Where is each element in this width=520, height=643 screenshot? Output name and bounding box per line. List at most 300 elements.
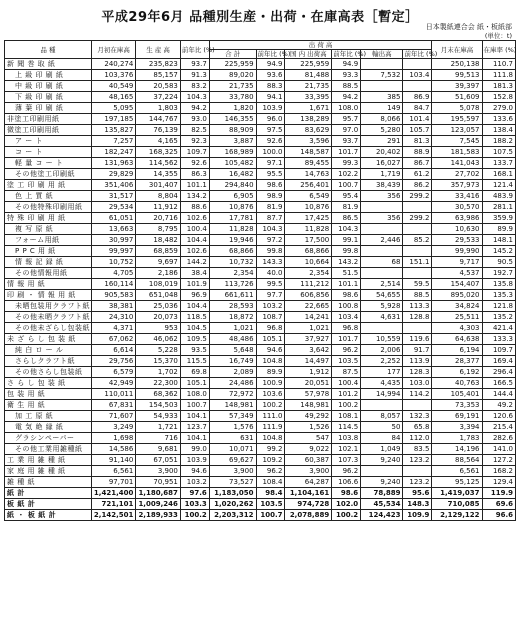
cell-value: 154,503 bbox=[136, 400, 181, 411]
cell-value: 48,165 bbox=[91, 92, 136, 103]
cell-value: 17,500 bbox=[285, 235, 332, 246]
cell-value: 67,831 bbox=[91, 400, 136, 411]
header-kokunai: 国 内 出荷高 bbox=[285, 50, 332, 59]
cell-value bbox=[361, 202, 403, 213]
cell-value: 9,681 bbox=[136, 444, 181, 455]
cell-value: 3,900 bbox=[285, 466, 332, 477]
cell-value: 83.5 bbox=[403, 444, 432, 455]
header-yushutsu: 輸出高 bbox=[361, 50, 403, 59]
cell-value: 24,486 bbox=[209, 378, 256, 389]
row-label: 加 工 原 紙 bbox=[5, 411, 92, 422]
cell-value: 46,062 bbox=[136, 334, 181, 345]
cell-value: 94.6 bbox=[256, 345, 285, 356]
cell-value: 104.8 bbox=[256, 433, 285, 444]
cell-value: 98.6 bbox=[256, 180, 285, 191]
cell-value: 68,866 bbox=[209, 246, 256, 257]
cell-value: 119.9 bbox=[482, 488, 515, 499]
row-label: 情 報 記 録 紙 bbox=[5, 257, 92, 268]
cell-value: 123.2 bbox=[403, 455, 432, 466]
row-label: 色 上 質 紙 bbox=[5, 191, 92, 202]
cell-value: 101.9 bbox=[180, 279, 209, 290]
table-row bbox=[5, 367, 516, 378]
cell-value: 6,192 bbox=[432, 367, 482, 378]
organization-name: 日本製紙連合会 紙・板紙部 bbox=[425, 23, 512, 31]
cell-value: 108.0 bbox=[332, 103, 361, 114]
cell-value bbox=[361, 400, 403, 411]
cell-value: 4,537 bbox=[432, 268, 482, 279]
cell-value: 974,728 bbox=[285, 499, 332, 510]
cell-value: 100.7 bbox=[332, 180, 361, 191]
cell-value bbox=[403, 59, 432, 70]
row-label: 非塗工印刷用紙 bbox=[5, 114, 92, 125]
cell-value: 250,138 bbox=[432, 59, 482, 70]
cell-value: 37,927 bbox=[285, 334, 332, 345]
table-row bbox=[5, 59, 516, 70]
cell-value: 2,129,122 bbox=[432, 510, 482, 521]
cell-value: 118.5 bbox=[180, 312, 209, 323]
cell-value: 98.4 bbox=[256, 488, 285, 499]
cell-value: 3,249 bbox=[91, 422, 136, 433]
cell-value: 105.1 bbox=[180, 378, 209, 389]
cell-value: 60,387 bbox=[285, 455, 332, 466]
cell-value: 20,716 bbox=[136, 213, 181, 224]
table-row bbox=[5, 246, 516, 257]
cell-value: 113.9 bbox=[403, 356, 432, 367]
cell-value: 128.8 bbox=[403, 312, 432, 323]
cell-value: 96.2 bbox=[256, 466, 285, 477]
cell-value: 2,252 bbox=[361, 356, 403, 367]
cell-value: 103,376 bbox=[91, 70, 136, 81]
header-zennen-2: 前年比 (%) bbox=[257, 50, 291, 58]
table-row bbox=[5, 455, 516, 466]
cell-value: 63,986 bbox=[432, 213, 482, 224]
cell-value: 88,564 bbox=[432, 455, 482, 466]
table-row bbox=[5, 268, 516, 279]
cell-value: 105,401 bbox=[432, 389, 482, 400]
cell-value: 10,732 bbox=[209, 257, 256, 268]
cell-value: 96.0 bbox=[256, 114, 285, 125]
cell-value: 5,280 bbox=[361, 125, 403, 136]
cell-value: 1,671 bbox=[285, 103, 332, 114]
cell-value bbox=[403, 246, 432, 257]
cell-value: 135.3 bbox=[482, 290, 515, 301]
cell-value: 59.5 bbox=[403, 279, 432, 290]
cell-value: 28,593 bbox=[209, 301, 256, 312]
cell-value: 17,781 bbox=[209, 213, 256, 224]
cell-value: 89,020 bbox=[209, 70, 256, 81]
cell-value: 1,526 bbox=[285, 422, 332, 433]
cell-value: 240,274 bbox=[91, 59, 136, 70]
row-label: 未晒包装用クラフト紙 bbox=[5, 301, 92, 312]
cell-value: 97,701 bbox=[91, 477, 136, 488]
cell-value bbox=[361, 246, 403, 257]
cell-value: 2,514 bbox=[361, 279, 403, 290]
table-row bbox=[5, 477, 516, 488]
cell-value: 86.9 bbox=[403, 92, 432, 103]
row-label: 雑 種 紙 bbox=[5, 477, 92, 488]
cell-value: 99.1 bbox=[332, 235, 361, 246]
cell-value: 710,085 bbox=[432, 499, 482, 510]
cell-value: 99.0 bbox=[180, 444, 209, 455]
cell-value: 953 bbox=[136, 323, 181, 334]
cell-value: 168,325 bbox=[136, 147, 181, 158]
cell-value: 92.3 bbox=[180, 136, 209, 147]
cell-value: 49.2 bbox=[482, 400, 515, 411]
cell-value: 133.3 bbox=[482, 334, 515, 345]
cell-value: 88.6 bbox=[180, 202, 209, 213]
cell-value bbox=[361, 268, 403, 279]
cell-value: 40.0 bbox=[256, 268, 285, 279]
cell-value: 721,101 bbox=[91, 499, 136, 510]
cell-value: 40,549 bbox=[91, 81, 136, 92]
cell-value: 895,020 bbox=[432, 290, 482, 301]
cell-value: 83,629 bbox=[285, 125, 332, 136]
table-row bbox=[5, 433, 516, 444]
cell-value: 100.2 bbox=[180, 510, 209, 521]
row-label: 工 業 用 雑 種 紙 bbox=[5, 455, 92, 466]
cell-value: 151.1 bbox=[403, 257, 432, 268]
cell-value: 351,406 bbox=[91, 180, 136, 191]
cell-value: 108.1 bbox=[332, 411, 361, 422]
cell-value: 95,125 bbox=[432, 477, 482, 488]
cell-value: 235,823 bbox=[136, 59, 181, 70]
cell-value: 148,981 bbox=[285, 400, 332, 411]
cell-value bbox=[361, 81, 403, 92]
table-row bbox=[5, 488, 516, 499]
cell-value: 1,803 bbox=[136, 103, 181, 114]
cell-value: 2,186 bbox=[136, 268, 181, 279]
cell-value: 16,482 bbox=[209, 169, 256, 180]
cell-value bbox=[361, 224, 403, 235]
cell-value: 93.7 bbox=[332, 136, 361, 147]
cell-value: 99.8 bbox=[256, 246, 285, 257]
cell-value: 14,763 bbox=[285, 169, 332, 180]
cell-value: 87.7 bbox=[256, 213, 285, 224]
cell-value: 1,783 bbox=[432, 433, 482, 444]
cell-value: 97.0 bbox=[332, 125, 361, 136]
cell-value: 103.4 bbox=[332, 312, 361, 323]
table-row bbox=[5, 411, 516, 422]
cell-value: 111,212 bbox=[285, 279, 332, 290]
cell-value: 101.7 bbox=[332, 147, 361, 158]
cell-value: 1,698 bbox=[91, 433, 136, 444]
cell-value: 51,609 bbox=[432, 92, 482, 103]
cell-value: 102.2 bbox=[332, 169, 361, 180]
cell-value: 10,664 bbox=[285, 257, 332, 268]
cell-value: 135,827 bbox=[91, 125, 136, 136]
cell-value: 18,872 bbox=[209, 312, 256, 323]
cell-value: 168.1 bbox=[482, 169, 515, 180]
cell-value: 16,027 bbox=[361, 158, 403, 169]
cell-value: 94.2 bbox=[332, 92, 361, 103]
cell-value: 16,749 bbox=[209, 356, 256, 367]
cell-value: 101.1 bbox=[332, 279, 361, 290]
table-row bbox=[5, 389, 516, 400]
row-label: 複 写 原 紙 bbox=[5, 224, 92, 235]
cell-value: 100.2 bbox=[332, 400, 361, 411]
cell-value: 132.3 bbox=[403, 411, 432, 422]
cell-value: 114.5 bbox=[332, 422, 361, 433]
cell-value: 30,997 bbox=[91, 235, 136, 246]
header-goukei: 合 計 bbox=[209, 50, 256, 59]
cell-value: 4,165 bbox=[136, 136, 181, 147]
row-label: さ ら し 包 装 紙 bbox=[5, 378, 92, 389]
cell-value: 103.0 bbox=[403, 378, 432, 389]
cell-value: 1,421,400 bbox=[91, 488, 136, 499]
cell-value: 1,419,037 bbox=[432, 488, 482, 499]
cell-value: 69.6 bbox=[482, 499, 515, 510]
cell-value: 9,240 bbox=[361, 455, 403, 466]
cell-value: 7,532 bbox=[361, 70, 403, 81]
cell-value: 84.7 bbox=[403, 103, 432, 114]
cell-value: 99,997 bbox=[91, 246, 136, 257]
cell-value: 2,189,933 bbox=[136, 510, 181, 521]
table-body bbox=[5, 59, 516, 521]
cell-value: 103.3 bbox=[180, 499, 209, 510]
cell-value: 107.5 bbox=[482, 147, 515, 158]
cell-value: 93.7 bbox=[180, 59, 209, 70]
row-label: 紙 ・ 板 紙 計 bbox=[5, 510, 92, 521]
cell-value: 3,596 bbox=[285, 136, 332, 147]
cell-value: 20,402 bbox=[361, 147, 403, 158]
cell-value: 1,820 bbox=[209, 103, 256, 114]
cell-value: 90.5 bbox=[482, 257, 515, 268]
cell-value: 81.9 bbox=[256, 202, 285, 213]
table-row bbox=[5, 158, 516, 169]
cell-value: 113,726 bbox=[209, 279, 256, 290]
cell-value: 109.7 bbox=[482, 345, 515, 356]
table-row bbox=[5, 279, 516, 290]
cell-value: 4,303 bbox=[432, 323, 482, 334]
cell-value: 104.1 bbox=[180, 411, 209, 422]
cell-value: 2,446 bbox=[361, 235, 403, 246]
cell-value: 103.9 bbox=[256, 103, 285, 114]
cell-value: 102.6 bbox=[180, 213, 209, 224]
cell-value: 20,583 bbox=[136, 81, 181, 92]
cell-value: 141,043 bbox=[432, 158, 482, 169]
cell-value: 144.2 bbox=[180, 257, 209, 268]
cell-value: 113.3 bbox=[403, 301, 432, 312]
cell-value: 83.2 bbox=[180, 81, 209, 92]
cell-value: 6,579 bbox=[91, 367, 136, 378]
table-row bbox=[5, 422, 516, 433]
cell-value: 25,036 bbox=[136, 301, 181, 312]
cell-value: 51.5 bbox=[332, 268, 361, 279]
cell-value: 108,019 bbox=[136, 279, 181, 290]
cell-value: 120.6 bbox=[482, 411, 515, 422]
cell-value: 483.9 bbox=[482, 191, 515, 202]
cell-value: 109.7 bbox=[180, 147, 209, 158]
cell-value: 91,140 bbox=[91, 455, 136, 466]
cell-value: 108.7 bbox=[256, 312, 285, 323]
cell-value: 99,990 bbox=[432, 246, 482, 257]
cell-value: 188.2 bbox=[482, 136, 515, 147]
cell-value: 215.4 bbox=[482, 422, 515, 433]
cell-value: 104.5 bbox=[180, 323, 209, 334]
cell-value: 45,534 bbox=[361, 499, 403, 510]
cell-value: 99.2 bbox=[256, 444, 285, 455]
row-label: その他塗工印刷紙 bbox=[5, 169, 92, 180]
cell-value: 92.6 bbox=[256, 136, 285, 147]
cell-value: 1,021 bbox=[209, 323, 256, 334]
cell-value: 197,185 bbox=[91, 114, 136, 125]
cell-value: 99.3 bbox=[332, 158, 361, 169]
cell-value: 128.3 bbox=[403, 367, 432, 378]
table-row bbox=[5, 147, 516, 158]
cell-value: 296.4 bbox=[482, 367, 515, 378]
row-label: 上 級 印 刷 紙 bbox=[5, 70, 92, 81]
cell-value: 279.0 bbox=[482, 103, 515, 114]
cell-value: 97.1 bbox=[256, 158, 285, 169]
cell-value: 33,395 bbox=[285, 92, 332, 103]
table-row bbox=[5, 114, 516, 125]
cell-value: 166.5 bbox=[482, 378, 515, 389]
cell-value: 21,735 bbox=[209, 81, 256, 92]
cell-value: 111.9 bbox=[256, 422, 285, 433]
cell-value: 8,057 bbox=[361, 411, 403, 422]
cell-value: 225,959 bbox=[285, 59, 332, 70]
cell-value: 50 bbox=[361, 422, 403, 433]
cell-value: 1,104,161 bbox=[285, 488, 332, 499]
cell-value: 78,889 bbox=[361, 488, 403, 499]
row-label: 軽 量 コ ー ト bbox=[5, 158, 92, 169]
row-label: 家 庭 用 雑 種 紙 bbox=[5, 466, 92, 477]
cell-value: 127.2 bbox=[482, 455, 515, 466]
cell-value: 73,527 bbox=[209, 477, 256, 488]
cell-value: 651,048 bbox=[136, 290, 181, 301]
cell-value: 5,928 bbox=[361, 301, 403, 312]
cell-value: 22,665 bbox=[285, 301, 332, 312]
cell-value: 124,423 bbox=[361, 510, 403, 521]
cell-value: 34,824 bbox=[432, 301, 482, 312]
row-label: 衛 生 用 紙 bbox=[5, 400, 92, 411]
cell-value: 104.3 bbox=[256, 224, 285, 235]
row-label: 下 級 印 刷 紙 bbox=[5, 92, 92, 103]
cell-value: 716 bbox=[136, 433, 181, 444]
header-shukka-group: 出 荷 高 bbox=[209, 41, 432, 50]
cell-value: 69.8 bbox=[180, 367, 209, 378]
cell-value: 89.9 bbox=[482, 224, 515, 235]
cell-value: 141.0 bbox=[482, 444, 515, 455]
cell-value: 148.3 bbox=[403, 499, 432, 510]
cell-value: 123.7 bbox=[180, 422, 209, 433]
header-zennen-1: 前年比 (%) bbox=[180, 41, 209, 59]
cell-value: 143.3 bbox=[256, 257, 285, 268]
cell-value: 8,795 bbox=[136, 224, 181, 235]
report-title: 平成29年6月 品種別生産・出荷・在庫高表［暫定］ bbox=[101, 10, 419, 25]
cell-value: 6,194 bbox=[432, 345, 482, 356]
cell-value: 1,021 bbox=[285, 323, 332, 334]
cell-value: 135.2 bbox=[482, 312, 515, 323]
table-row bbox=[5, 70, 516, 81]
cell-value: 14,497 bbox=[285, 356, 332, 367]
cell-value: 54,933 bbox=[136, 411, 181, 422]
cell-value: 69,627 bbox=[209, 455, 256, 466]
cell-value: 4,631 bbox=[361, 312, 403, 323]
cell-value: 114,562 bbox=[136, 158, 181, 169]
cell-value: 86.2 bbox=[403, 180, 432, 191]
cell-value: 294,840 bbox=[209, 180, 256, 191]
cell-value: 101.4 bbox=[403, 114, 432, 125]
cell-value: 105.1 bbox=[256, 334, 285, 345]
cell-value: 103.9 bbox=[180, 455, 209, 466]
cell-value: 100.9 bbox=[256, 378, 285, 389]
cell-value: 149 bbox=[361, 103, 403, 114]
cell-value: 93.6 bbox=[256, 70, 285, 81]
cell-value: 100.4 bbox=[180, 224, 209, 235]
cell-value: 30,570 bbox=[432, 202, 482, 213]
cell-value: 1,576 bbox=[209, 422, 256, 433]
row-label: 紙 計 bbox=[5, 488, 92, 499]
cell-value bbox=[403, 466, 432, 477]
cell-value: 3,642 bbox=[285, 345, 332, 356]
table-header bbox=[5, 41, 516, 59]
cell-value: 57,978 bbox=[285, 389, 332, 400]
cell-value: 192.7 bbox=[482, 268, 515, 279]
cell-value: 57,349 bbox=[209, 411, 256, 422]
cell-value: 95.4 bbox=[332, 191, 361, 202]
cell-value: 1,049 bbox=[361, 444, 403, 455]
cell-value: 31,517 bbox=[91, 191, 136, 202]
cell-value: 96.8 bbox=[256, 323, 285, 334]
cell-value: 6,905 bbox=[209, 191, 256, 202]
row-label: 電 気 絶 縁 紙 bbox=[5, 422, 92, 433]
cell-value: 11,828 bbox=[285, 224, 332, 235]
row-label: 中 級 印 刷 紙 bbox=[5, 81, 92, 92]
row-label: 未 ざ ら し 包 装 紙 bbox=[5, 334, 92, 345]
cell-value: 144,767 bbox=[136, 114, 181, 125]
header-zaiko-end: 月末在庫高 bbox=[432, 41, 482, 59]
cell-value: 101.7 bbox=[332, 334, 361, 345]
cell-value: 121.4 bbox=[482, 180, 515, 191]
cell-value bbox=[403, 224, 432, 235]
row-label: 特 殊 印 刷 用 紙 bbox=[5, 213, 92, 224]
cell-value: 14,355 bbox=[136, 169, 181, 180]
cell-value: 93.5 bbox=[180, 345, 209, 356]
cell-value: 67,051 bbox=[136, 455, 181, 466]
table-row bbox=[5, 356, 516, 367]
cell-value: 103.6 bbox=[256, 389, 285, 400]
cell-value: 96.2 bbox=[332, 466, 361, 477]
cell-value: 301,407 bbox=[136, 180, 181, 191]
cell-value: 70,951 bbox=[136, 477, 181, 488]
cell-value: 11,912 bbox=[136, 202, 181, 213]
table-row bbox=[5, 444, 516, 455]
cell-value: 67,062 bbox=[91, 334, 136, 345]
cell-value: 10,630 bbox=[432, 224, 482, 235]
cell-value: 84 bbox=[361, 433, 403, 444]
row-label: 板 紙 計 bbox=[5, 499, 92, 510]
cell-value: 65.8 bbox=[403, 422, 432, 433]
cell-value: 168,989 bbox=[209, 147, 256, 158]
cell-value: 92.6 bbox=[180, 158, 209, 169]
cell-value: 100.2 bbox=[256, 400, 285, 411]
cell-value: 93.0 bbox=[180, 114, 209, 125]
cell-value: 14,241 bbox=[285, 312, 332, 323]
cell-value: 102.0 bbox=[332, 499, 361, 510]
cell-value: 144.4 bbox=[482, 389, 515, 400]
table-row bbox=[5, 202, 516, 213]
table-row bbox=[5, 169, 516, 180]
cell-value: 94.6 bbox=[180, 466, 209, 477]
cell-value: 91.7 bbox=[403, 345, 432, 356]
cell-value: 134.2 bbox=[180, 191, 209, 202]
cell-value: 8,804 bbox=[136, 191, 181, 202]
cell-value: 1,702 bbox=[136, 367, 181, 378]
cell-value: 15,370 bbox=[136, 356, 181, 367]
cell-value: 357,973 bbox=[432, 180, 482, 191]
table-row bbox=[5, 290, 516, 301]
